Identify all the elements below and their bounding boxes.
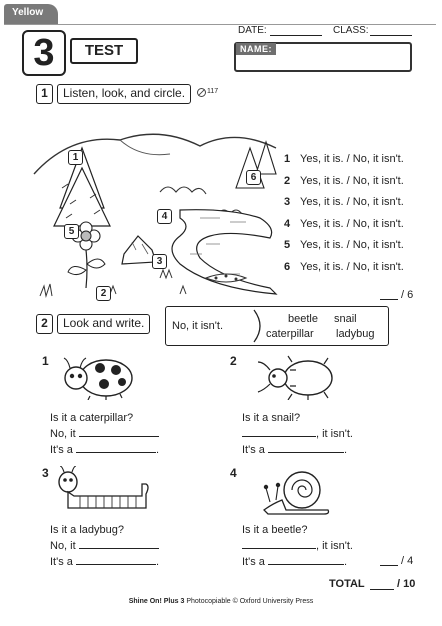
- footer-copyright: Photocopiable © Oxford University Press: [186, 598, 314, 605]
- class-field[interactable]: [370, 35, 412, 36]
- footer-book: Shine On! Plus 3: [128, 598, 185, 605]
- word-bank-bubble: [250, 306, 280, 346]
- scene-label-1: 1: [68, 150, 83, 165]
- total-score: / 10: [397, 578, 416, 590]
- caterpillar-illustration: [54, 466, 154, 514]
- score2: / 4: [401, 555, 414, 567]
- scene-label-2: 2: [96, 286, 111, 301]
- answer-row[interactable]: 3 Yes, it is. / No, it isn't.: [284, 196, 404, 208]
- total-blank[interactable]: [370, 589, 394, 590]
- section2-number: 2: [36, 314, 53, 334]
- landscape-illustration: [30, 118, 278, 304]
- scene-label-6: 6: [246, 170, 261, 185]
- item2-line1: , it isn't.: [242, 426, 353, 442]
- item4-answer2-blank[interactable]: [268, 555, 344, 565]
- answer-row[interactable]: 5 Yes, it is. / No, it isn't.: [284, 239, 404, 251]
- item1-question: Is it a caterpillar?: [50, 412, 134, 424]
- word-bank-ladybug: ladybug: [336, 328, 375, 340]
- section2-instruction: Look and write.: [57, 314, 150, 334]
- test-label: TEST: [70, 38, 138, 64]
- scene-label-4: 4: [157, 209, 172, 224]
- scene-label-5: 5: [64, 224, 79, 239]
- word-bank-beetle: beetle: [288, 313, 318, 325]
- score1-blank[interactable]: [380, 299, 398, 300]
- date-label: DATE:: [238, 25, 267, 36]
- score1: / 6: [401, 289, 414, 301]
- item2-line2: It's a .: [242, 444, 348, 456]
- footer: [0, 598, 442, 605]
- item3-answer2-blank[interactable]: [76, 555, 156, 565]
- class-label: CLASS:: [333, 25, 369, 36]
- item3-question: Is it a ladybug?: [50, 524, 124, 536]
- item1-line1: No, it: [50, 426, 159, 442]
- item1-answer1-blank[interactable]: [79, 427, 159, 437]
- scene-label-3: 3: [152, 254, 167, 269]
- item2-answer1-blank[interactable]: [242, 427, 316, 437]
- word-bank-phrase: No, it isn't.: [172, 320, 224, 332]
- item1-answer2-blank[interactable]: [76, 443, 156, 453]
- item4-question: Is it a beetle?: [242, 524, 308, 536]
- answer-row[interactable]: 6 Yes, it is. / No, it isn't.: [284, 260, 404, 273]
- score2-blank[interactable]: [380, 565, 398, 566]
- item2-answer2-blank[interactable]: [268, 443, 344, 453]
- word-bank-caterpillar: caterpillar: [266, 328, 314, 340]
- item1-number: 1: [42, 354, 49, 368]
- section1-instruction: Listen, look, and circle.: [57, 84, 191, 104]
- unit-number: 3: [22, 30, 66, 76]
- word-bank-snail: snail: [334, 313, 357, 325]
- answer-row[interactable]: 4 Yes, it is. / No, it isn't.: [284, 217, 404, 230]
- header-divider: [4, 24, 436, 25]
- level-tab: Yellow: [4, 4, 58, 24]
- date-field[interactable]: [270, 35, 322, 36]
- section1-number: 1: [36, 84, 53, 104]
- item3-answer1-blank[interactable]: [79, 539, 159, 549]
- item3-line2: It's a .: [50, 556, 160, 568]
- item1-line2: It's a .: [50, 444, 160, 456]
- total-label: TOTAL: [329, 578, 365, 590]
- item4-answer1-blank[interactable]: [242, 539, 316, 549]
- item4-line2: It's a .: [242, 556, 348, 568]
- beetle-illustration: [256, 352, 338, 400]
- name-label: NAME:: [236, 43, 276, 55]
- audio-icon: [197, 88, 206, 97]
- answer-row[interactable]: 1 Yes, it is. / No, it isn't.: [284, 153, 404, 165]
- snail-illustration: [262, 464, 332, 516]
- answer-row[interactable]: 2 Yes, it is. / No, it isn't.: [284, 174, 404, 187]
- item4-line1: , it isn't.: [242, 538, 353, 554]
- item4-number: 4: [230, 466, 237, 480]
- audio-track: 117: [207, 88, 219, 95]
- item2-number: 2: [230, 354, 237, 368]
- item3-number: 3: [42, 466, 49, 480]
- item2-question: Is it a snail?: [242, 412, 301, 424]
- item3-line1: No, it: [50, 538, 159, 554]
- answer-list: [284, 153, 434, 282]
- ladybug-illustration: [56, 352, 138, 400]
